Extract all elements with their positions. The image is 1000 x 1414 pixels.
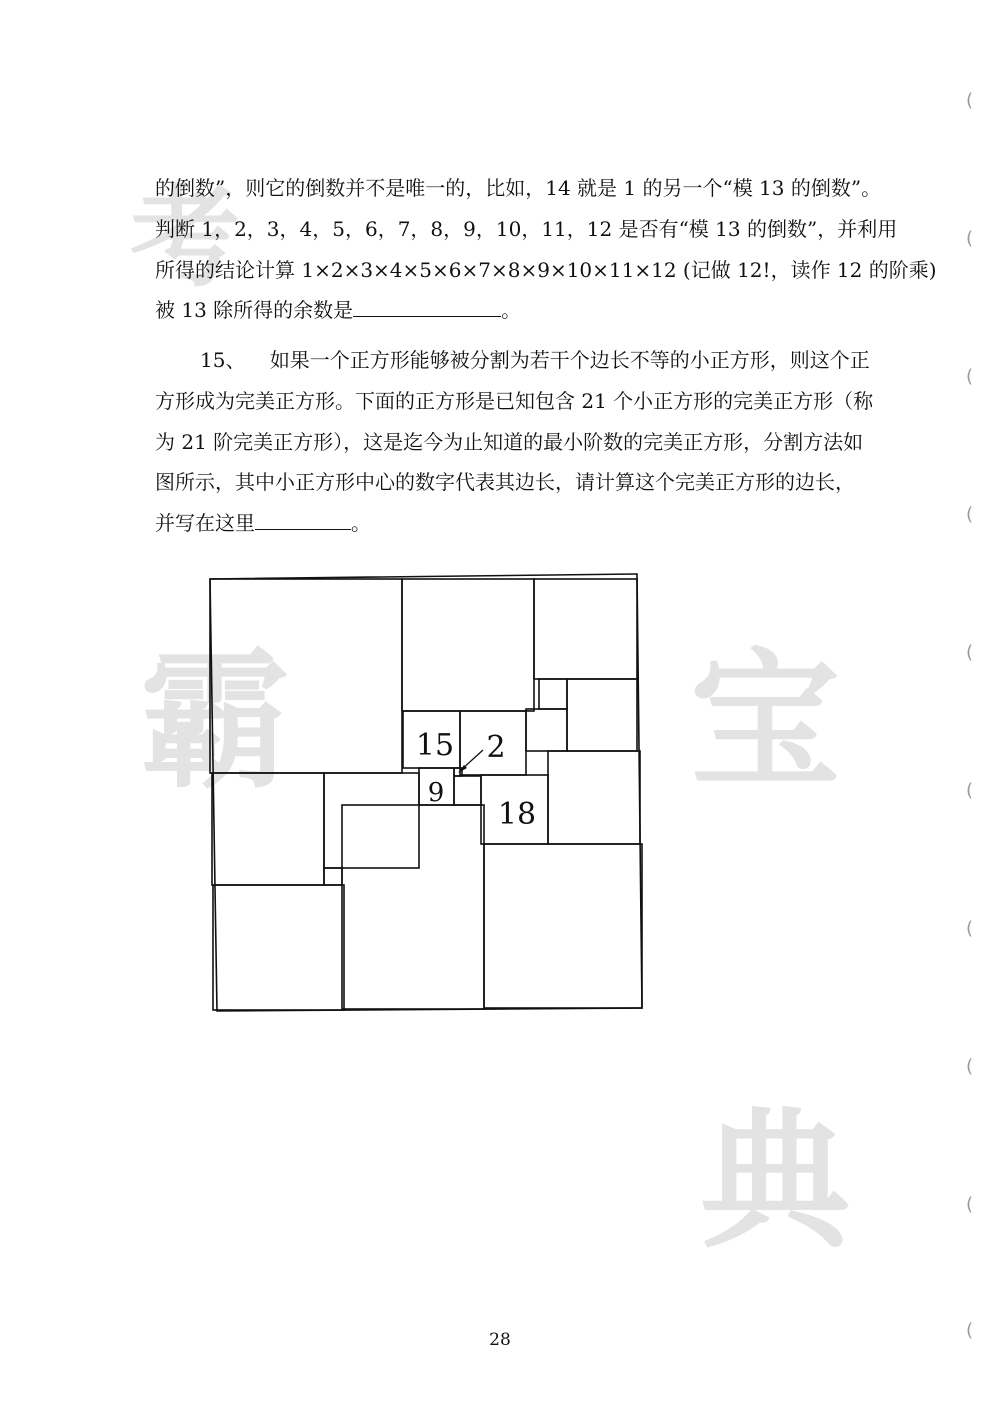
end-punct: 。 (351, 511, 371, 535)
watermark-char: 典 (700, 1095, 851, 1269)
binding-mark: ( (966, 366, 974, 387)
problem-number: 15、 (200, 348, 246, 372)
text-fragment: 如果一个正方形能够被分割为若干个边长不等的小正方形，则这个正 (269, 348, 870, 372)
square (212, 773, 324, 885)
square (213, 885, 344, 1010)
page-number: 28 (489, 1330, 511, 1350)
binding-mark: ( (966, 918, 974, 939)
text-line (200, 344, 870, 373)
square (567, 679, 637, 751)
binding-mark: ( (966, 1056, 974, 1077)
label-18: 18 (497, 797, 537, 832)
square (484, 844, 642, 1008)
watermark-char: 宝 (690, 635, 841, 809)
watermark-char: 考 (130, 174, 240, 302)
pointer-arrow (458, 750, 483, 773)
text-line: 判断 1，2，3，4，5，6，7，8，9，10，11，12 是否有“模 13 的倒数”，并利用 (155, 217, 898, 241)
outer-square (210, 574, 642, 1011)
text-line: 所得的结论计算 1×2×3×4×5×6×7×8×9×10×11×12 (记做 12!，读作 12 的阶乘) (155, 258, 937, 282)
square (324, 773, 419, 868)
label-2: 2 (486, 730, 506, 765)
binding-mark: ( (966, 504, 974, 525)
text-line: 为 21 阶完美正方形），这是迄今为止知道的最小阶数的完美正方形，分割方法如 (155, 430, 864, 454)
binding-marks (966, 90, 986, 1340)
label-9: 9 (427, 778, 445, 808)
binding-mark: ( (966, 1320, 974, 1341)
watermark-char: 霸 (140, 635, 291, 809)
binding-mark: ( (966, 90, 974, 111)
binding-mark: ( (966, 780, 974, 801)
square (324, 868, 342, 885)
square (548, 751, 640, 844)
answer-blank[interactable] (353, 298, 501, 317)
square (534, 579, 637, 679)
square (454, 776, 481, 805)
binding-mark: ( (966, 228, 974, 249)
square (539, 679, 567, 709)
text-line: 方形成为完美正方形。下面的正方形是已知包含 21 个小正方形的完美正方形（称 (155, 389, 874, 413)
binding-mark: ( (966, 1194, 974, 1215)
square (342, 805, 484, 1009)
text-line: 图所示，其中小正方形中心的数字代表其边长，请计算这个完美正方形的边长， (155, 470, 855, 494)
text-line-with-blank (155, 507, 371, 536)
text-fragment: 被 13 除所得的余数是 (155, 298, 354, 322)
perfect-square-figure (205, 570, 650, 1015)
label-15: 15 (415, 728, 455, 763)
end-punct: 。 (501, 298, 522, 322)
square (210, 579, 402, 773)
square (526, 709, 567, 751)
text-line-with-blank (155, 294, 521, 323)
answer-blank[interactable] (255, 511, 351, 530)
square (402, 579, 534, 711)
binding-mark: ( (966, 642, 974, 663)
text-fragment: 并写在这里 (155, 511, 255, 535)
text-line: 的倒数”，则它的倒数并不是唯一的，比如，14 就是 1 的另一个“模 13 的倒数”。 (155, 176, 882, 200)
